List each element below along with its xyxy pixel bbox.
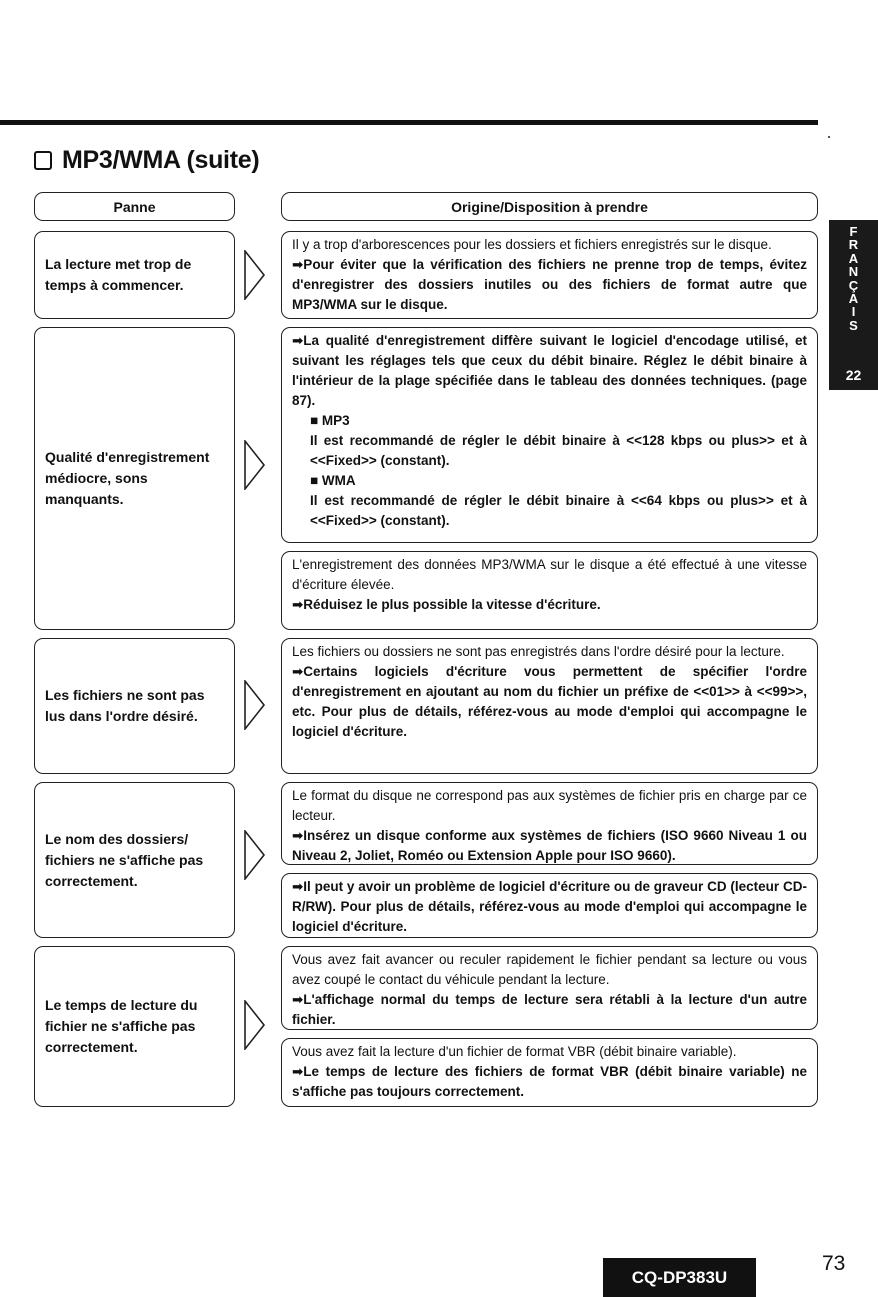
mp3-label: ■ MP3 — [310, 413, 350, 428]
action-text: ➡Insérez un disque conforme aux systèmes de fichiers (ISO 9660 Niveau 1 ou Niveau 2, Joliet, Roméo ou Extension Apple pour ISO 9660). — [292, 828, 807, 863]
square-bullet-icon — [34, 151, 52, 170]
page-title — [34, 146, 259, 175]
problem-text: La lecture met trop de temps à commencer. — [45, 256, 192, 293]
problem-box — [34, 327, 235, 630]
cause-text: Le format du disque ne correspond pas aux systèmes de fichier pris en charge par ce lecteur. — [292, 788, 807, 823]
column-header-solution-label: Origine/Disposition à prendre — [451, 198, 648, 215]
action-text: ➡Le temps de lecture des fichiers de format VBR (débit binaire variable) ne s'affiche pas toujours correctement. — [292, 1064, 807, 1099]
cause-text: Vous avez fait la lecture d'un fichier de format VBR (débit binaire variable). — [292, 1044, 737, 1059]
column-header-problem-label: Panne — [113, 198, 156, 215]
solution-box — [281, 946, 818, 1030]
cause-text: Il y a trop d'arborescences pour les dossiers et fichiers enregistrés sur le disque. — [292, 237, 772, 252]
language-tab-letter: I — [851, 304, 856, 320]
solution-box — [281, 327, 818, 543]
language-tab-letter: N — [848, 264, 859, 280]
problem-box — [34, 782, 235, 938]
problem-text: Les fichiers ne sont pas lus dans l'ordre désiré. — [45, 687, 205, 724]
section-page-number: 22 — [845, 367, 862, 383]
wma-text: Il est recommandé de régler le débit binaire à <<64 kbps ou plus>> et à <<Fixed>> (constant). — [310, 493, 807, 528]
wma-label: ■ WMA — [310, 473, 356, 488]
action-text: ➡L'affichage normal du temps de lecture sera rétabli à la lecture d'un autre fichier. — [292, 992, 807, 1027]
cause-text: Les fichiers ou dossiers ne sont pas enregistrés dans l'ordre désiré pour la lecture. — [292, 644, 785, 659]
problem-text: Qualité d'enregistrement médiocre, sons manquants. — [45, 449, 210, 507]
cause-text: Vous avez fait avancer ou reculer rapidement le fichier pendant sa lecture ou vous avez coupé le contact du véhicule pendant la lecture. — [292, 952, 807, 987]
solution-box — [281, 638, 818, 774]
solution-box — [281, 1038, 818, 1107]
problem-text: Le temps de lecture du fichier ne s'affiche pas correctement. — [45, 997, 198, 1055]
arrow-icon — [244, 250, 266, 300]
language-tab-letter: F — [849, 224, 858, 239]
arrow-icon — [244, 1000, 266, 1050]
problem-box — [34, 231, 235, 319]
language-tab-letter: Ç — [848, 277, 859, 293]
language-tab-letter: S — [849, 317, 858, 333]
language-tab-letter: A — [848, 291, 859, 307]
page-number: 73 — [822, 1252, 846, 1275]
arrow-icon — [244, 830, 266, 880]
column-header-solution — [281, 192, 818, 221]
model-label: CQ-DP383U — [603, 1258, 756, 1297]
arrow-icon — [244, 440, 266, 490]
solution-box — [281, 782, 818, 865]
action-text: ➡Pour éviter que la vérification des fichiers ne prenne trop de temps, évitez d'enregistrer des dossiers inutiles ou des fichiers de format autre que MP3/WMA sur le disque. — [292, 257, 807, 312]
solution-box — [281, 873, 818, 938]
action-text: ➡Certains logiciels d'écriture vous permettent de spécifier l'ordre d'enregistrement en ajoutant au nom du fichier un préfixe de <<01>> à <<99>>, etc. Pour plus de détails, référez-vous au mode d'emploi qui accompagne le logiciel d'écriture. — [292, 664, 807, 739]
action-text: ➡Réduisez le plus possible la vitesse d'écriture. — [292, 597, 601, 612]
top-rule — [0, 120, 818, 125]
column-header-problem — [34, 192, 235, 221]
problem-box — [34, 946, 235, 1107]
solution-box — [281, 551, 818, 630]
language-tab-letter: R — [848, 237, 859, 253]
language-tab-letter: A — [848, 250, 859, 266]
page-title-text: MP3/WMA (suite) — [62, 146, 260, 174]
solution-box — [281, 231, 818, 319]
action-text: ➡La qualité d'enregistrement diffère suivant le logiciel d'encodage utilisé, et suivant les réglages tels que ceux du débit binaire. Réglez le débit binaire à l'intérieur de la plage spécifiée dans le tableau des données techniques. (page 87). — [292, 333, 807, 408]
language-tab — [829, 220, 878, 390]
mp3-text: Il est recommandé de régler le débit binaire à <<128 kbps ou plus>> et à <<Fixed>> (constant). — [310, 433, 807, 468]
action-text: ➡Il peut y avoir un problème de logiciel d'écriture ou de graveur CD (lecteur CD-R/RW). Pour plus de détails, référez-vous au mode d'emploi qui accompagne le logiciel d'écriture. — [292, 879, 807, 934]
dot-mark — [828, 136, 830, 138]
problem-box — [34, 638, 235, 774]
problem-text: Le nom des dossiers/ fichiers ne s'affiche pas correctement. — [45, 830, 204, 889]
arrow-icon — [244, 680, 266, 730]
cause-text: L'enregistrement des données MP3/WMA sur le disque a été effectué à une vitesse d'écriture élevée. — [292, 557, 807, 592]
